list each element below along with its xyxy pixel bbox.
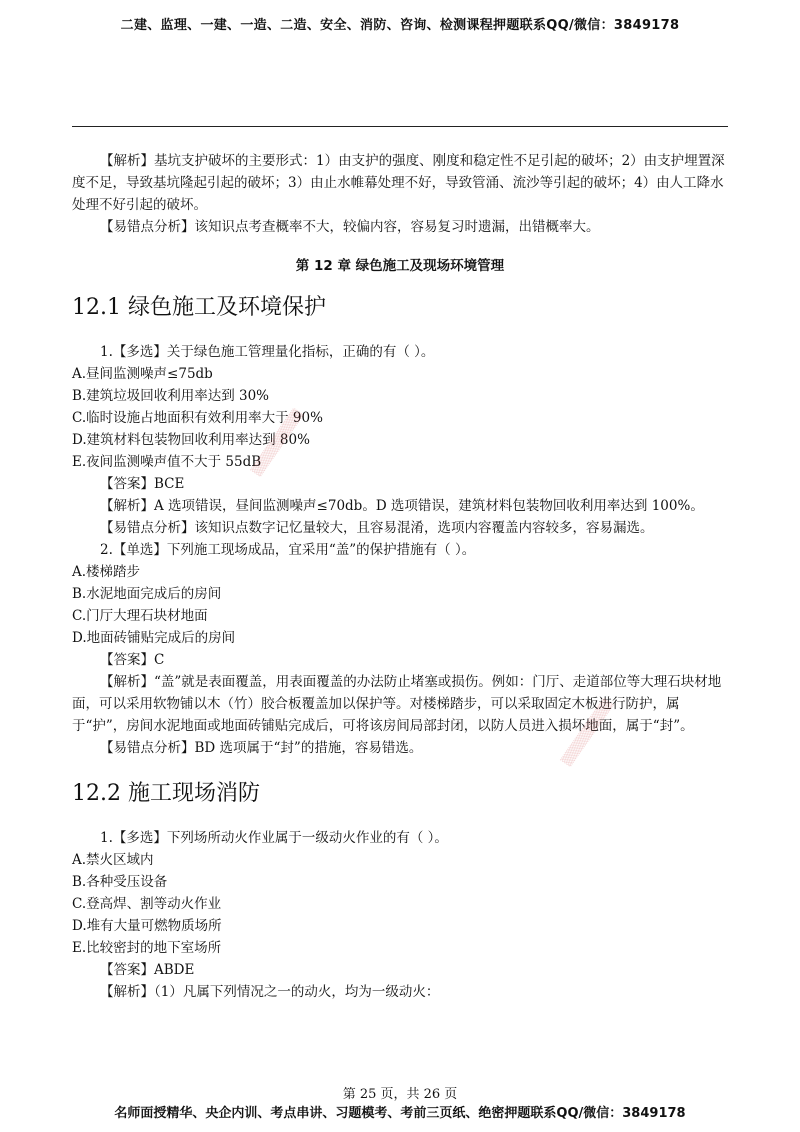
watermark: ▒▒▒▒▒▒▒▒▒ — [250, 407, 305, 478]
option-e: E.夜间监测噪声值不大于 55dB — [72, 454, 262, 470]
section-title-12-1: 12.1 绿色施工及环境保护 — [72, 295, 326, 320]
answer: 【答案】BCE — [100, 476, 185, 492]
error-point-paragraph: 【易错点分析】该知识点考查概率不大，较偏内容，容易复习时遗漏，出错概率大。 — [100, 219, 600, 235]
option-a: A.昼间监测噪声≤75db — [72, 366, 213, 382]
section-title-12-2: 12.2 施工现场消防 — [72, 781, 260, 806]
analysis: 【解析】“盖”就是表面覆盖，用表面覆盖的办法防止堵塞或损伤。例如：门厅、走道部位等大理石块材地面，可以采用软物铺以木（竹）胶合板覆盖加以保护等。对楼梯踏步，可以采取固定木板进行防护，属于“护”，房间水泥地面或地面砖铺贴完成后，可将该房间局部封闭，以防人员进入损坏地面，属于“封”。 — [72, 674, 722, 734]
option-b: B.建筑垃圾回收利用率达到 30% — [72, 388, 270, 404]
page-number: 第 25 页，共 26 页 — [342, 1087, 458, 1102]
chapter-title: 第 12 章 绿色施工及现场环境管理 — [295, 258, 505, 274]
page-header: 二建、监理、一建、一造、二造、安全、消防、咨询、检测课程押题联系QQ/微信：3849178 — [120, 18, 680, 33]
option-d: D.堆有大量可燃物质场所 — [72, 918, 222, 934]
page-footer: 名师面授精华、央企内训、考点串讲、习题模考、考前三页纸、绝密押题联系QQ/微信：3849178 — [114, 1106, 686, 1121]
question-stem: 1.【多选】关于绿色施工管理量化指标，正确的有（ ）。 — [100, 344, 435, 360]
option-d: D.地面砖铺贴完成后的房间 — [72, 630, 236, 646]
question-stem: 1.【多选】下列场所动火作业属于一级动火作业的有（ ）。 — [100, 830, 448, 846]
option-b: B.水泥地面完成后的房间 — [72, 586, 222, 602]
analysis: 【解析】（1）凡属下列情况之一的动火，均为一级动火： — [100, 984, 440, 1000]
option-c: C.登高焊、割等动火作业 — [72, 896, 222, 912]
option-c: C.临时设施占地面积有效利用率大于 90% — [72, 410, 323, 426]
option-b: B.各种受压设备 — [72, 874, 168, 890]
option-d: D.建筑材料包装物回收利用率达到 80% — [72, 432, 310, 448]
error-point: 【易错点分析】该知识点数字记忆量较大，且容易混淆，选项内容覆盖内容较多，容易漏选。 — [100, 520, 654, 536]
error-point: 【易错点分析】BD 选项属于“封”的措施，容易错选。 — [100, 740, 423, 756]
page-content — [72, 150, 728, 1003]
option-a: A.楼梯踏步 — [72, 564, 141, 580]
watermark: ▒▒▒▒▒▒▒▒▒ — [560, 697, 615, 768]
option-c: C.门厅大理石块材地面 — [72, 608, 208, 624]
analysis: 【解析】A 选项错误，昼间监测噪声≤70db。D 选项错误，建筑材料包装物回收利用率达到 100%。 — [100, 498, 704, 514]
header-rule — [72, 126, 728, 127]
option-a: A.禁火区域内 — [72, 852, 154, 868]
analysis-paragraph: 【解析】基坑支护破坏的主要形式：1）由支护的强度、刚度和稳定性不足引起的破坏；2）由支护埋置深度不足，导致基坑隆起引起的破坏；3）由止水帷幕处理不好，导致管涌、流沙等引起的破坏；4）由人工降水处理不好引起的破坏。 — [72, 153, 725, 213]
question-stem: 2.【单选】下列施工现场成品，宜采用“盖”的保护措施有（ ）。 — [100, 542, 476, 558]
answer: 【答案】C — [100, 652, 165, 668]
option-e: E.比较密封的地下室场所 — [72, 940, 222, 956]
answer: 【答案】ABDE — [100, 962, 195, 978]
